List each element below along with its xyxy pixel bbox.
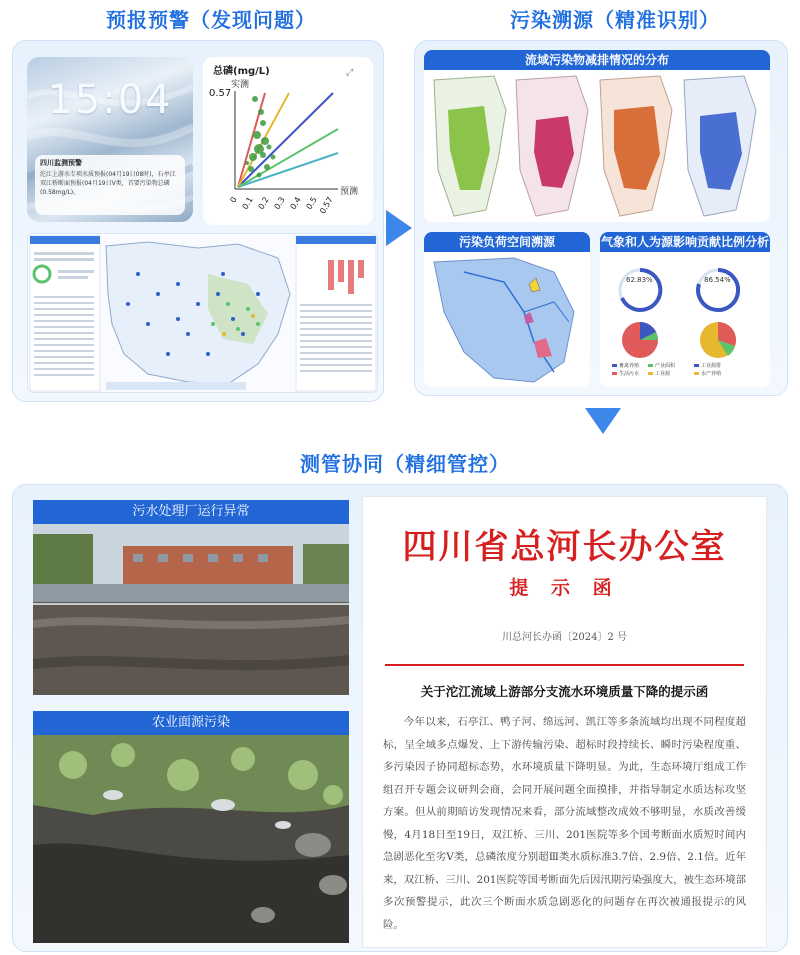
section-title-control: 测管协同（精细管控） — [300, 452, 510, 476]
legend-2: 工业源 — [655, 371, 671, 377]
legend-1: 生活污水 — [619, 371, 640, 377]
legend-0: 畜禽养殖 — [619, 363, 640, 369]
letter-type: 提 示 函 — [509, 577, 620, 599]
scatter-x-ticks — [228, 196, 334, 216]
scatter-ylabel: 总磷(mg/L) — [213, 66, 270, 77]
notice-letter — [362, 496, 767, 948]
letter-divider — [385, 664, 744, 666]
section-title-tracing: 污染溯源（精准识别） — [510, 8, 720, 32]
phone-lockscreen — [27, 57, 193, 222]
legend-4: 工业源排 — [701, 363, 722, 369]
scatter-xlabel: 预测 — [340, 187, 359, 197]
pie-right — [700, 322, 736, 358]
sewage-plant-caption: 污水处理厂运行异常 — [33, 500, 349, 524]
scatter-x-tick: 0.3 — [272, 195, 287, 212]
sewage-plant-photo — [33, 524, 349, 695]
map-red — [516, 76, 588, 216]
predicted-vs-measured-chart — [203, 57, 373, 225]
letter-organization: 四川省总河长办公室 — [402, 527, 727, 567]
agriculture-card — [33, 711, 349, 943]
arrow-down-icon — [585, 408, 621, 434]
phone-clock: 15:04 — [47, 77, 173, 123]
scatter-svg — [203, 57, 373, 225]
distribution-maps — [424, 70, 770, 220]
contribution-charts — [600, 252, 770, 387]
scatter-ylabel2: 实测 — [231, 80, 250, 90]
gauge-left-value: 62.83% — [626, 276, 653, 284]
pie-left — [622, 322, 658, 358]
load-tracing-title: 污染负荷空间溯源 — [424, 232, 590, 252]
contribution-title: 气象和人为源影响贡献比例分析 — [600, 232, 770, 252]
legend-3: 产业面积 — [655, 363, 676, 369]
map-orange — [600, 76, 672, 216]
agriculture-photo — [33, 735, 349, 943]
scatter-x-tick: 0.2 — [256, 195, 271, 212]
agriculture-caption: 农业面源污染 — [33, 711, 349, 735]
scatter-x-tick: 0.5 — [304, 195, 319, 212]
section-title-warning: 预报预警（发现问题） — [106, 8, 316, 32]
scatter-top-value: 0.57 — [209, 88, 232, 99]
dashboard-svg — [28, 234, 378, 393]
warning-notification[interactable] — [35, 155, 185, 215]
legend-5: 水产养殖 — [701, 371, 722, 377]
arrow-right-icon — [386, 210, 412, 246]
notification-body: 沱江上游水专项水质预报(04月19日08时)，石亭江双江桥断面预报(04月19日V类，首要污染物总磷(0.58mg/L)。 — [40, 171, 176, 196]
watershed-map — [424, 252, 590, 387]
scatter-corner-icon: ⤢ — [346, 68, 354, 78]
contribution-card — [600, 232, 770, 387]
scatter-x-tick: 0.4 — [288, 195, 303, 212]
sewage-plant-card — [33, 500, 349, 695]
distribution-card — [424, 50, 770, 222]
letter-subject: 关于沱江流域上游部分支流水环境质量下降的提示函 — [420, 684, 709, 699]
scatter-x-tick: 0.1 — [240, 195, 255, 212]
distribution-title: 流域污染物减排情况的分布 — [424, 50, 770, 70]
load-tracing-card — [424, 232, 590, 387]
letter-body: 今年以来，石亭江、鸭子河、绵远河、凯江等多条流域均出现不同程度超标，呈全域多点爆发、上下游传输污染、超标时段持续长、瞬时污染程度重、多污染因子协同超标态势，水环境质量下降明显。为此，生态环境厅组成工作组召开专题会议研判会商，会同开展问题全面摸排，并指导制定水质达标攻坚方案。但从前期暗访发现情况来看，部分流域整改成效不够明显，水质改善缓慢，4月18日至19日，双江桥、三川、201医院等多个国考断面水质短时间内急剧恶化至劣V类，总磷浓度分别超Ⅲ类水质标准3.7倍、2.9倍、2.1倍。近年来，双江桥、三川、201医院等国考断面先后因汛期污染强度大，被生态环境部多次预警提示，此次三个断面水质急剧恶化的问题存在再次被通报提示的风险。 — [383, 716, 746, 931]
map-green — [434, 76, 506, 216]
letter-number: 川总河长办函〔2024〕2 号 — [502, 632, 627, 643]
scatter-x-tick: 0 — [228, 195, 239, 205]
notification-title: 四川监测预警 — [40, 159, 82, 167]
monitoring-dashboard — [27, 233, 378, 393]
gauge-right-value: 86.54% — [704, 276, 731, 284]
map-blue — [684, 76, 756, 216]
scatter-x-tick: 0.57 — [318, 195, 335, 216]
